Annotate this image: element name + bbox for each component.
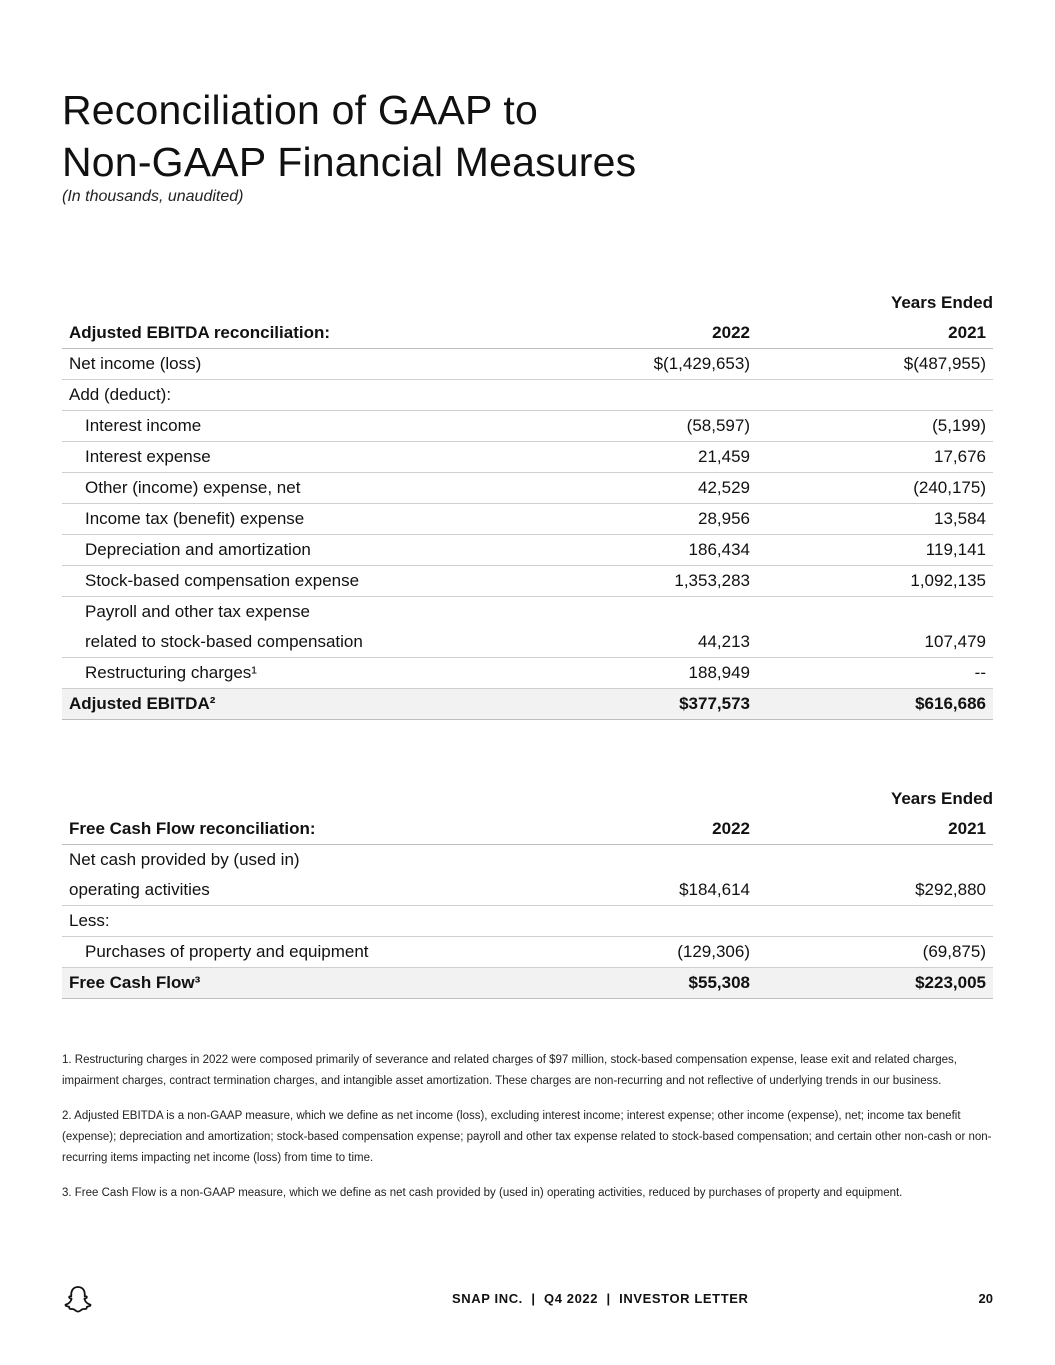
row-label: Restructuring charges¹ [62,658,550,689]
footnotes [62,1050,997,1218]
page-title-line1: Reconciliation of GAAP to [62,87,538,133]
row-label: Payroll and other tax expense [85,602,310,621]
free-cash-flow-table [62,784,993,999]
row-label: Other (income) expense, net [62,473,550,504]
row-label: Net cash provided by (used in) [69,850,300,869]
total-value-2021: $223,005 [756,968,993,999]
total-label: Adjusted EBITDA² [62,689,550,720]
table-row [62,473,993,504]
value-2021: $292,880 [756,875,993,906]
value-2022 [550,845,756,876]
value-2021 [756,380,993,411]
table-row [62,845,993,876]
section-heading: Free Cash Flow reconciliation: [62,814,550,845]
value-2021: (240,175) [756,473,993,504]
table-row [62,566,993,597]
total-row [62,968,993,999]
value-2021 [756,906,993,937]
value-2021: (5,199) [756,411,993,442]
adjusted-ebitda-table [62,288,993,720]
row-label: Income tax (benefit) expense [62,504,550,535]
table-row [62,658,993,689]
total-value-2021: $616,686 [756,689,993,720]
value-2022 [550,597,756,628]
footnote-2: 2. Adjusted EBITDA is a non-GAAP measure, which we define as net income (loss), excluding interest income; interest expense; other income (expense), net; income tax benefit (expense); depreciation and amortization; stock-based compensation expense; payroll and other tax expense related to stock-based compensation; and certain other non-cash or non-recurring items impacting net income (loss) from time to time. [62,1110,992,1164]
value-2021 [756,845,993,876]
row-label: Net income (loss) [62,349,550,380]
value-2022: $184,614 [550,875,756,906]
value-2022: 186,434 [550,535,756,566]
table-row [62,906,993,937]
column-header-2022: 2022 [550,814,756,845]
page-title-line2: Non-GAAP Financial Measures [62,139,637,185]
total-row [62,689,993,720]
row-label: Add (deduct): [62,380,550,411]
table-row [62,597,993,628]
row-label: related to stock-based compensation [62,627,550,658]
section-heading: Adjusted EBITDA reconciliation: [62,318,550,349]
value-2021: 1,092,135 [756,566,993,597]
value-2021: (69,875) [756,937,993,968]
row-label: Less: [62,906,550,937]
footer-text: SNAP INC. | Q4 2022 | INVESTOR LETTER [452,1291,749,1306]
value-2022: (58,597) [550,411,756,442]
table-row [62,504,993,535]
value-2022: 42,529 [550,473,756,504]
total-value-2022: $377,573 [550,689,756,720]
total-label: Free Cash Flow³ [62,968,550,999]
total-value-2022: $55,308 [550,968,756,999]
table-header-row [62,814,993,845]
value-2022 [550,380,756,411]
value-2022: 1,353,283 [550,566,756,597]
table-row [62,380,993,411]
table-row [62,535,993,566]
value-2021: -- [756,658,993,689]
page-title [62,84,636,188]
value-2021: 119,141 [756,535,993,566]
table-header-row [62,318,993,349]
column-header-2022: 2022 [550,318,756,349]
row-label: Interest income [62,411,550,442]
table-row [62,349,993,380]
value-2021: 17,676 [756,442,993,473]
row-label: Interest expense [62,442,550,473]
value-2022: 28,956 [550,504,756,535]
page-subtitle: (In thousands, unaudited) [62,188,244,205]
footnote-1: 1. Restructuring charges in 2022 were composed primarily of severance and related charges of $97 million, stock-based compensation expense, lease exit and related charges, impairment charges, contract termination charges, and intangible asset amortization. These charges are non-recurring and not reflective of underlying trends in our business. [62,1054,957,1087]
years-ended-row [62,288,993,318]
value-2022 [550,906,756,937]
row-label: Depreciation and amortization [62,535,550,566]
table-row [62,627,993,658]
years-ended-label: Years Ended [890,789,993,808]
row-label: operating activities [62,875,550,906]
value-2022: 188,949 [550,658,756,689]
row-label: Purchases of property and equipment [62,937,550,968]
value-2021: $(487,955) [756,349,993,380]
value-2022: $(1,429,653) [550,349,756,380]
value-2021 [756,597,993,628]
years-ended-row [62,784,993,814]
table-row [62,875,993,906]
value-2022: 44,213 [550,627,756,658]
column-header-2021: 2021 [756,318,993,349]
page-number: 20 [978,1291,993,1306]
row-label: Stock-based compensation expense [62,566,550,597]
footnote-3: 3. Free Cash Flow is a non-GAAP measure, which we define as net cash provided by (used in) operating activities, reduced by purchases of property and equipment. [62,1187,903,1199]
table-row [62,442,993,473]
value-2021: 107,479 [756,627,993,658]
value-2022: (129,306) [550,937,756,968]
snapchat-ghost-icon [62,1284,94,1316]
table-row [62,937,993,968]
years-ended-label: Years Ended [890,293,993,312]
column-header-2021: 2021 [756,814,993,845]
value-2021: 13,584 [756,504,993,535]
table-row [62,411,993,442]
value-2022: 21,459 [550,442,756,473]
